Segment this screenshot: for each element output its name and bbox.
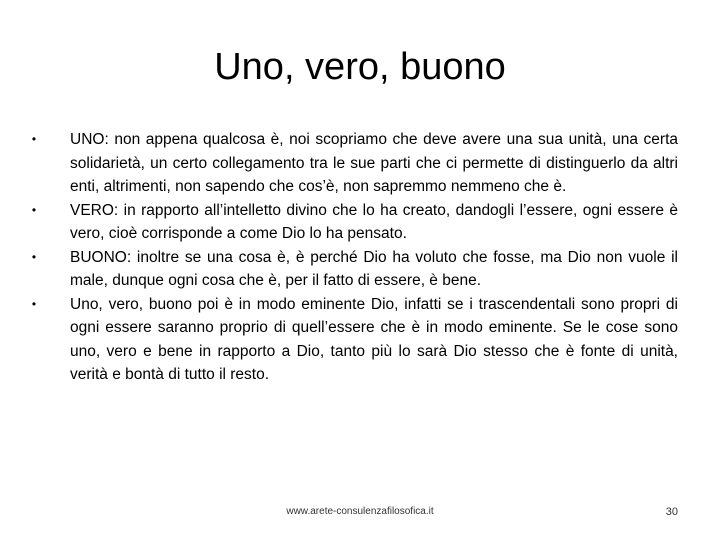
page-number: 30 bbox=[665, 506, 678, 518]
bullet-dot-icon: • bbox=[31, 296, 37, 311]
bullet-text: UNO: non appena qualcosa è, noi scopriamo che deve avere una sua unità, una certa solidarietà, un certo collegamento tra le sue parti che ci permette di distinguerlo da altri enti, altrimenti, non sapendo che cos’è, non sapremmo nemmeno che è. bbox=[70, 131, 678, 195]
footer-url: www.arete-consulenzafilosofica.it bbox=[286, 506, 434, 517]
bullet-dot-icon: • bbox=[31, 249, 37, 264]
slide-title: Uno, vero, buono bbox=[214, 46, 506, 88]
bullet-item-buono bbox=[28, 246, 678, 293]
bullet-dot-icon: • bbox=[31, 132, 37, 146]
bullet-text: BUONO: inoltre se una cosa è, è perché Dio ha voluto che fosse, ma Dio non vuole il male, dunque ogni cosa che è, per il fatto di essere, è bene. bbox=[70, 248, 678, 289]
bullet-text: Uno, vero, buono poi è in modo eminente Dio, infatti se i trascendentali sono propri di ogni essere saranno proprio di quell’essere che è in modo eminente. Se le cose sono uno, vero e bene in rapporto a Dio, tanto più lo sarà Dio stesso che è fonte di unità, verità e bontà di tutto il resto. bbox=[70, 295, 678, 383]
bullet-text: VERO: in rapporto all’intelletto divino che lo ha creato, dandogli l’essere, ogni essere è vero, cioè corrisponde a come Dio lo ha pensato. bbox=[70, 201, 678, 242]
bullet-item-vero bbox=[28, 199, 678, 246]
bullet-list bbox=[28, 128, 678, 387]
bullet-item-summary bbox=[28, 293, 678, 387]
bullet-dot-icon: • bbox=[31, 202, 37, 217]
bullet-item-uno bbox=[28, 128, 678, 199]
